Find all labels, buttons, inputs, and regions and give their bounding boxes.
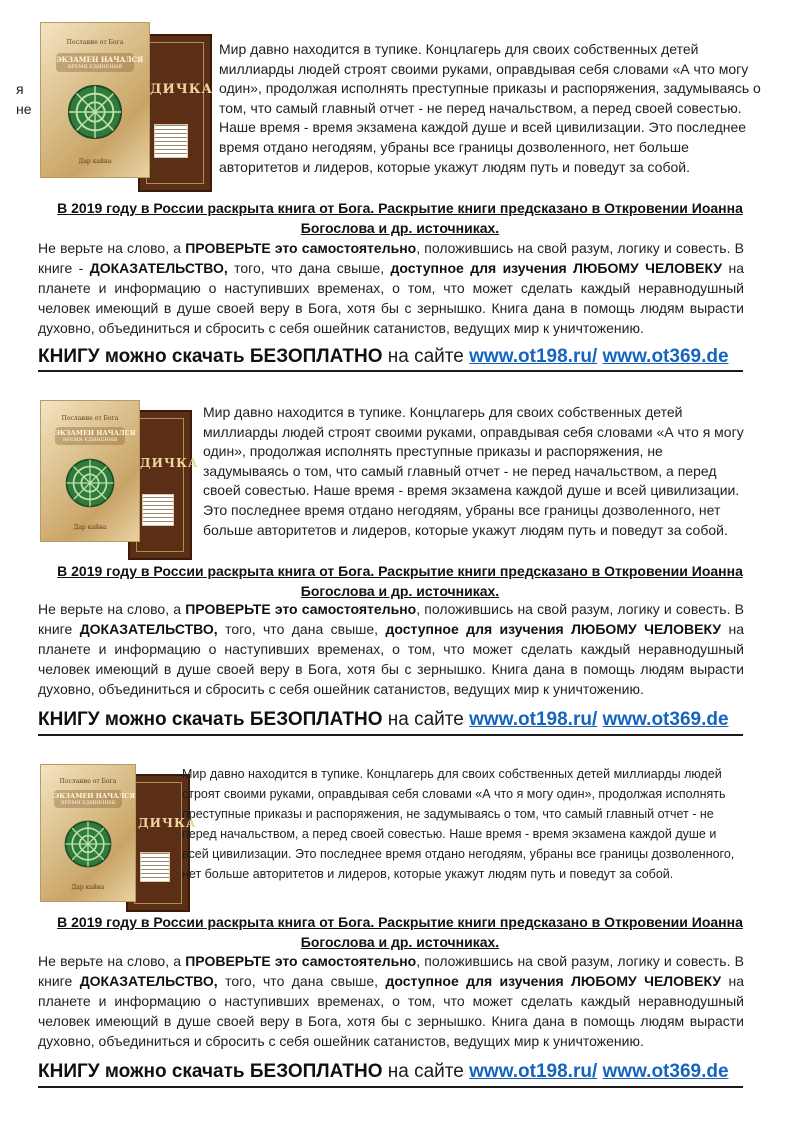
cover-title: ЭКЗАМЕН НАЧАЛСЯ [56, 55, 144, 64]
body-text-1: Не верьте на слово, а [38, 240, 186, 256]
celtic-knot-icon [64, 457, 116, 509]
book-front-cover [40, 400, 140, 542]
body-text-1: Не верьте на слово, а [38, 601, 186, 617]
body-text-4: на планете и информацию о наступивших временах, о том, что может сделать каждый неравнодушный человек имеющий в душе своей веру в Бога, хотя бы с зернышко. Книга дана в помощь людям вырасти духовно, объединиться и сбросить с себя ошейник сатанистов, ведущих мир к уничтожению. [38, 973, 744, 1049]
cover-title-band [56, 53, 144, 72]
cover-subtitle: Послание от Бога [59, 778, 117, 785]
intro-text: Мир давно находится в тупике. Концлагерь для своих собственных детей миллиарды людей строят своими руками, оправдывая себя словами «А что я могу один», продолжая исполнять преступные приказы и распоряжения, не задумываясь о том, что самый главный отчет - не перед начальством, а перед своей совестью. Наше время - время экзамена каждой душе и всей цивилизации. Это последнее время отдано негодяям, убраны все границы дозволенного, нет больше авторитетов и лидеров, которые укажут людям путь и поведут за собой. [203, 404, 744, 538]
back-cover-title: ДИЧКА [150, 82, 214, 97]
download-cta [38, 1059, 748, 1085]
book-front-cover [40, 22, 150, 178]
table-graphic [142, 494, 174, 526]
celtic-knot-icon [66, 83, 124, 141]
cta-bold-text: КНИГУ можно скачать БЕЗОПЛАТНО [38, 1061, 383, 1082]
intro-text: Мир давно находится в тупике. Концлагерь для своих собственных детей миллиарды людей строят своими руками, оправдывая себя словами «А что я могу один», продолжая исполнять преступные приказы и распоряжения, не задумываясь о том, что самый главный отчет - не перед начальством, а перед своей совестью. Наше время - время экзамена каждой душе и всей цивилизации. Это последнее время отдано негодяям, убраны все границы дозволенного, нет больше авторитетов и лидеров, которые укажут людям путь и поведут за собой. [182, 767, 735, 881]
body-emphasis-2: ДОКАЗАТЕЛЬСТВО, [79, 621, 218, 637]
body-emphasis-1: ПРОВЕРЬТЕ это самостоятельно [185, 953, 417, 969]
body-text-3: того, что дана свыше, [217, 621, 386, 637]
body-text-3: того, что дана свыше, [217, 973, 386, 989]
download-cta [38, 344, 748, 370]
body-emphasis-3: доступное для изучения ЛЮБОМУ ЧЕЛОВЕКУ [385, 621, 722, 637]
flyer-3 [0, 750, 800, 1131]
section-heading: В 2019 году в России раскрыта книга от Бога. Раскрытие книги предсказано в Откровении Иоанна Богослова и др. источниках. [57, 200, 743, 236]
section-heading: В 2019 году в России раскрыта книга от Бога. Раскрытие книги предсказано в Откровении Иоанна Богослова и др. источниках. [57, 563, 743, 599]
celtic-knot-icon [63, 819, 113, 869]
cover-tagline: ВРЕМЯ ЕДИНЕНИЯ [62, 437, 118, 443]
intro-text: Мир давно находится в тупике. Концлагерь для своих собственных детей миллиарды людей строят своими руками, оправдывая себя словами «А что могу один», продолжая исполнять преступные приказы и распоряжения, задумываясь о том, что самый главный отчет - не перед начальством, а перед своей совестью. Наше время - время экзамена каждой душе и всей цивилизации. Это последнее время отдано негодяям, убраны все границы дозволенного, нет больше авторитетов и лидеров, которые укажут людям путь и поведут за собой. [219, 41, 761, 175]
body-text-1: Не верьте на слово, а [38, 953, 186, 969]
body-text-2: , положившись на свой разум, логику и совесть. В книге [38, 953, 745, 989]
table-graphic [154, 124, 188, 158]
cta-mid-text: на сайте [382, 1061, 470, 1082]
divider-rule [38, 734, 743, 736]
book-cover-image [40, 764, 197, 912]
flyer-1 [0, 0, 800, 380]
body-text-4: на планете и информацию о наступивших временах, о том, что может сделать каждый неравнодушный человек имеющий в душе своей веру в Бога, хотя бы с зернышко. Книга дана в помощь людям вырасти духовно, объединиться и сбросить с себя ошейник сатанистов, ведущих мир к уничтожению. [38, 621, 744, 697]
book-front-cover [40, 764, 136, 902]
stray-text-2: не [16, 101, 32, 117]
site-link-ot369[interactable]: www.ot369.de [602, 709, 729, 730]
cover-tagline: ВРЕМЯ ЕДИНЕНИЯ [60, 800, 116, 806]
site-link-ot198[interactable]: www.ot198.ru/ [469, 346, 598, 367]
site-link-ot369[interactable]: www.ot369.de [602, 1061, 729, 1082]
cta-mid-text: на сайте [382, 346, 470, 367]
cover-title-band [54, 790, 136, 808]
cover-author: Дар кайна [73, 524, 107, 531]
back-cover-title: ДИЧКА [138, 816, 197, 830]
divider-rule [38, 1086, 743, 1088]
body-paragraph [38, 238, 744, 338]
flyer-2 [0, 380, 800, 750]
body-emphasis-2: ДОКАЗАТЕЛЬСТВО, [79, 973, 218, 989]
section-heading: В 2019 году в России раскрыта книга от Бога. Раскрытие книги предсказано в Откровении Иоанна Богослова и др. источниках. [57, 914, 743, 950]
body-emphasis-1: ПРОВЕРЬТЕ это самостоятельно [185, 601, 417, 617]
body-text-3: того, что дана свыше, [227, 260, 391, 276]
cover-author: Дар кайна [71, 884, 105, 891]
site-link-ot198[interactable]: www.ot198.ru/ [469, 709, 598, 730]
cover-title-band [54, 427, 136, 445]
cta-bold-text: КНИГУ можно скачать БЕЗОПЛАТНО [38, 346, 383, 367]
body-text-2: , положившись на свой разум, логику и совесть. В книге [38, 601, 745, 637]
body-emphasis-1: ПРОВЕРЬТЕ это самостоятельно [185, 240, 417, 256]
cover-title: ЭКЗАМЕН НАЧАЛСЯ [54, 792, 136, 800]
body-text-2: , положившись на свой разум, логику и совесть. В книге - [38, 240, 745, 276]
body-emphasis-3: доступное для изучения ЛЮБОМУ ЧЕЛОВЕКУ [390, 260, 723, 276]
site-link-ot198[interactable]: www.ot198.ru/ [469, 1061, 598, 1082]
cover-tagline: ВРЕМЯ ЕДИНЕНИЯ [67, 64, 123, 70]
cover-subtitle: Послание от Бога [61, 415, 119, 422]
body-emphasis-2: ДОКАЗАТЕЛЬСТВО, [89, 260, 228, 276]
body-paragraph [38, 599, 744, 699]
body-paragraph [38, 951, 744, 1051]
table-graphic [140, 852, 170, 882]
body-emphasis-3: доступное для изучения ЛЮБОМУ ЧЕЛОВЕКУ [385, 973, 722, 989]
cta-bold-text: КНИГУ можно скачать БЕЗОПЛАТНО [38, 709, 383, 730]
cover-title: ЭКЗАМЕН НАЧАЛСЯ [54, 429, 136, 437]
cover-author: Дар кайна [78, 158, 112, 165]
book-cover-image [40, 22, 212, 192]
divider-rule [38, 370, 743, 372]
stray-text-1: я [16, 81, 24, 97]
book-cover-image [40, 400, 199, 560]
cta-mid-text: на сайте [382, 709, 470, 730]
body-text-4: на планете и информацию о наступивших временах, о том, что может сделать каждый неравнодушный человек имеющий в душе своей веру в Бога, хотя бы с зернышко. Книга дана в помощь людям вырасти духовно, объединиться и сбросить с себя ошейник сатанистов, ведущих мир к уничтожению. [38, 260, 744, 336]
download-cta [38, 707, 748, 733]
back-cover-title: ДИЧКА [140, 456, 199, 470]
cover-subtitle: Послание от Бога [66, 39, 124, 46]
site-link-ot369[interactable]: www.ot369.de [602, 346, 729, 367]
